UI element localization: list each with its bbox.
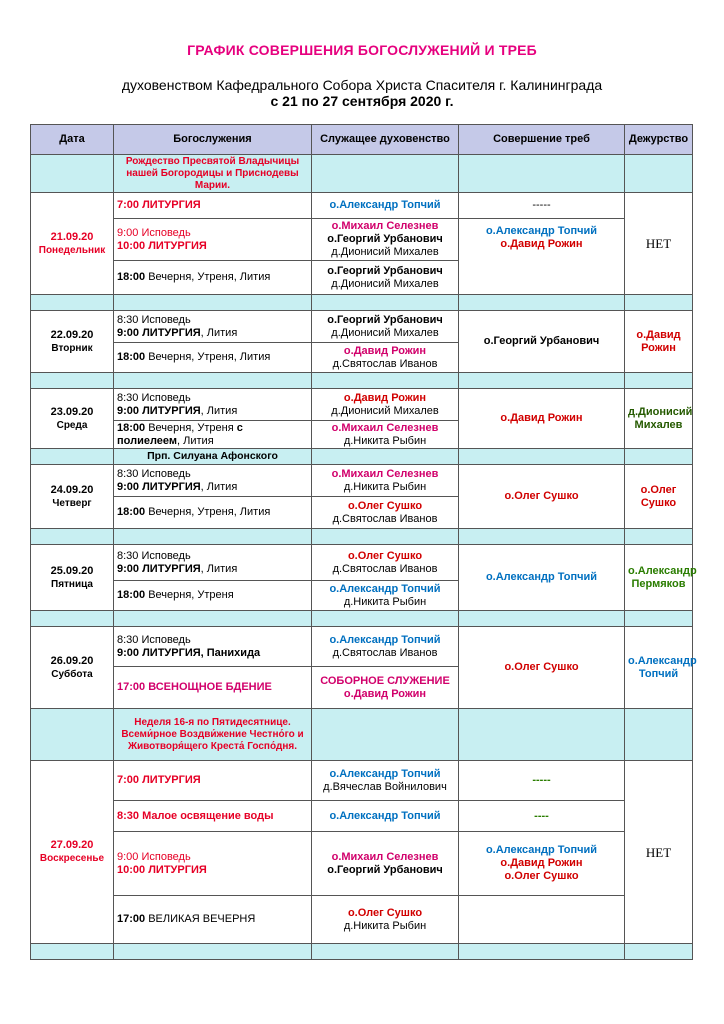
service: 9:00 Исповедь 10:00 ЛИТУРГИЯ [114,832,312,896]
date-cell: 24.09.20 Четверг [31,465,114,529]
col-treby: Совершение треб [459,125,625,155]
date-cell: 22.09.20 Вторник [31,311,114,373]
clergy: о.Александр Топчий д.Вячеслав Войнилович [312,761,459,801]
service: 9:00 Исповедь 10:00 ЛИТУРГИЯ [114,219,312,261]
treby: ---- [459,801,625,832]
table-row [31,389,693,421]
clergy: о.Давид Рожин д.Дионисий Михалев [312,389,459,421]
clergy: о.Олег Сушко д.Святослав Иванов [312,497,459,529]
clergy: о.Александр Топчий д.Никита Рыбин [312,581,459,611]
treby: ----- [459,193,625,219]
treby: о.Александр Топчий о.Давид Рожин о.Олег Сушко [459,832,625,896]
table-row [31,193,693,219]
date-value: 21.09.20 [50,230,94,243]
page-title: ГРАФИК СОВЕРШЕНИЯ БОГОСЛУЖЕНИЙ И ТРЕБ [187,42,537,58]
table-row [31,896,693,944]
clergy: о.Олег Сушко д.Святослав Иванов [312,545,459,581]
table-header [31,125,693,155]
treby: о.Георгий Урбанович [459,311,625,373]
date-cell: 23.09.20 Среда [31,389,114,449]
service: 7:00 ЛИТУРГИЯ [114,761,312,801]
clergy: о.Давид Рожин д.Святослав Иванов [312,343,459,373]
duty: о.Александр Пермяков [625,545,693,611]
table-row [31,709,693,761]
feast-label: Прп. Силуана Афонского [114,449,312,465]
service: 18:00 Вечерня, Утреня, Лития [114,497,312,529]
clergy: о.Олег Сушко д.Никита Рыбин [312,896,459,944]
clergy: о.Михаил Селезнев о.Георгий Урбанович [312,832,459,896]
treby: о.Александр Топчий о.Давид Рожин [459,219,625,295]
treby: о.Олег Сушко [459,465,625,529]
col-duty: Дежурство [625,125,693,155]
col-services: Богослужения [114,125,312,155]
service: 8:30 Исповедь 9:00 ЛИТУРГИЯ, Лития [114,545,312,581]
service: 18:00 Вечерня, Утреня, Лития [114,261,312,295]
table-row [31,155,693,193]
table-row [31,761,693,801]
service: 8:30 Исповедь 9:00 ЛИТУРГИЯ, Лития [114,465,312,497]
duty: НЕТ [625,193,693,295]
col-date: Дата [31,125,114,155]
date-cell: 25.09.20 Пятница [31,545,114,611]
service: 17:00 ВСЕНОЩНОЕ БДЕНИЕ [114,667,312,709]
table-row [31,801,693,832]
clergy: о.Михаил Селезнев д.Никита Рыбин [312,465,459,497]
table-row [31,449,693,465]
clergy: о.Михаил Селезнев о.Георгий Урбанович д.Дионисий Михалев [312,219,459,261]
service: 18:00 Вечерня, Утреня [114,581,312,611]
date-cell: 27.09.20 Воскресенье [31,761,114,944]
service: 8:30 Малое освящение воды [114,801,312,832]
table-row [31,311,693,343]
clergy: о.Александр Топчий [312,193,459,219]
duty: НЕТ [625,761,693,944]
duty: о.Александр Топчий [625,627,693,709]
feast-label: Рождество Пресвятой Владычицы нашей Богородицы и Приснодевы Марии. [114,155,312,193]
duty: д.Дионисий Михалев [625,389,693,449]
treby: о.Давид Рожин [459,389,625,449]
clergy: о.Георгий Урбанович д.Дионисий Михалев [312,261,459,295]
date-cell: 26.09.20 Суббота [31,627,114,709]
table-row [31,545,693,581]
col-clergy: Служащее духовенство [312,125,459,155]
clergy: о.Александр Топчий д.Святослав Иванов [312,627,459,667]
treby: ----- [459,761,625,801]
service: 18:00 Вечерня, Утреня, Лития [114,343,312,373]
service: 17:00 ВЕЛИКАЯ ВЕЧЕРНЯ [114,896,312,944]
table-row [31,832,693,896]
service: 7:00 ЛИТУРГИЯ [114,193,312,219]
table-row [31,219,693,261]
duty: о.Олег Сушко [625,465,693,529]
service: 8:30 Исповедь 9:00 ЛИТУРГИЯ, Лития [114,389,312,421]
schedule-table [30,124,697,960]
duty: о.Давид Рожин [625,311,693,373]
table-row [31,465,693,497]
table-row [31,627,693,667]
clergy: СОБОРНОЕ СЛУЖЕНИЕ о.Давид Рожин [312,667,459,709]
service: 8:30 Исповедь 9:00 ЛИТУРГИЯ, Лития [114,311,312,343]
feast-label: Неделя 16-я по Пятидесятнице. Всеми́рное Воздви́жение Честно́го и Животворя́щего Креста́ Госпо́дня. [114,709,312,761]
clergy: о.Александр Топчий [312,801,459,832]
service: 18:00 Вечерня, Утреня с полиелеем, Лития [114,421,312,449]
treby: о.Александр Топчий [459,545,625,611]
clergy: о.Георгий Урбанович д.Дионисий Михалев [312,311,459,343]
clergy: о.Михаил Селезнев д.Никита Рыбин [312,421,459,449]
weekday: Понедельник [38,244,106,256]
service: 8:30 Исповедь 9:00 ЛИТУРГИЯ, Панихида [114,627,312,667]
treby: о.Олег Сушко [459,627,625,709]
date-cell [31,193,114,295]
page-subtitle: духовенством Кафедрального Собора Христа Спасителя г. Калининграда [121,77,603,93]
date-range: с 21 по 27 сентября 2020 г. [270,93,454,109]
